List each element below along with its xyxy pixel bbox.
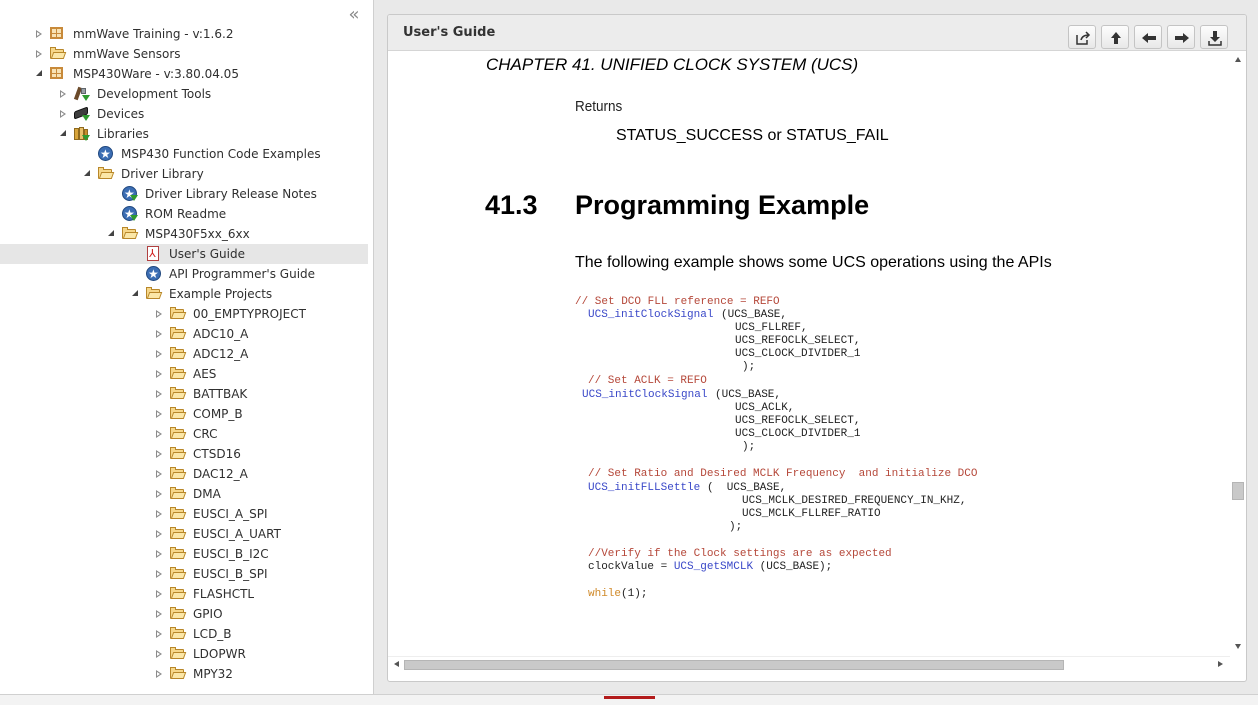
code-assignment: clockValue = [588,561,674,573]
open-external-button[interactable] [1068,25,1096,49]
scroll-right-arrow-icon[interactable] [1218,661,1223,667]
document-viewer-panel [377,0,1258,694]
tree-item-label: EUSCI_A_UART [193,527,281,541]
tree-item[interactable] [0,584,368,604]
vertical-scroll-thumb[interactable] [1232,482,1244,500]
tree-item[interactable] [0,204,368,224]
folder-icon [169,466,186,482]
tree-item-label: CTSD16 [193,447,241,461]
tree-item[interactable] [0,424,368,444]
viewer-title: User's Guide [403,25,496,40]
chapter-heading: CHAPTER 41. UNIFIED CLOCK SYSTEM (UCS) [486,55,859,74]
tree-item[interactable] [0,664,368,684]
collapsed-arrow-icon[interactable] [156,510,162,518]
tree-item-label: FLASHCTL [193,587,255,601]
code-args: (1); [621,588,648,600]
tree-item[interactable] [0,24,368,44]
tree-item[interactable] [0,264,368,284]
folder-icon [169,546,186,562]
tree-item[interactable] [0,444,368,464]
code-line: UCS_FLLREF, [735,322,808,334]
tree-item[interactable] [0,524,368,544]
folder-icon [169,406,186,422]
tree-item-label: Example Projects [169,287,273,301]
collapsed-arrow-icon[interactable] [156,630,162,638]
vertical-scrollbar[interactable] [1230,52,1246,656]
tree-item[interactable] [0,284,368,304]
collapsed-arrow-icon[interactable] [156,470,162,478]
returns-heading: Returns [575,98,623,115]
tree-item-label: Libraries [97,127,149,141]
folder-icon [169,526,186,542]
tree-item-label: 00_EMPTYPROJECT [193,307,306,321]
expanded-arrow-icon[interactable] [60,130,66,136]
document-page [388,52,1230,656]
tree-item[interactable] [0,164,368,184]
code-line: UCS_MCLK_DESIRED_FREQUENCY_IN_KHZ, [742,495,967,507]
folder-icon [169,586,186,602]
tree-item-label: LDOPWR [193,647,246,661]
tree-item[interactable] [0,244,368,264]
up-button[interactable] [1101,25,1129,49]
download-button[interactable] [1200,25,1228,49]
code-keyword: while [588,588,622,600]
tree-item-label: ROM Readme [145,207,227,221]
collapsed-arrow-icon[interactable] [156,430,162,438]
code-line: (UCS_BASE, [715,389,782,401]
viewer-frame [387,14,1247,682]
code-line [588,588,647,601]
resource-tree [0,24,368,684]
tree-item-label: MPY32 [193,667,233,681]
folder-icon [169,666,186,682]
returns-value: STATUS_SUCCESS or STATUS_FAIL [616,127,889,144]
code-line: (UCS_BASE, [721,309,788,321]
scroll-up-arrow-icon[interactable] [1235,57,1241,62]
grid-package-icon [49,26,66,42]
code-function-call: UCS_getSMCLK [673,561,754,573]
code-comment: //Verify if the Clock settings are as expected [588,548,892,560]
code-comment: // Set ACLK = REFO [588,375,707,387]
collapse-panel-button[interactable]: « [348,4,360,25]
tools-icon [73,86,90,102]
code-function-call: UCS_initFLLSettle [588,482,701,494]
external-link-icon [1075,30,1091,46]
forward-button[interactable] [1167,25,1195,49]
tree-item-label: Devices [97,107,145,121]
tree-item[interactable] [0,224,368,244]
collapsed-arrow-icon[interactable] [156,650,162,658]
pdf-icon: ⅄ [145,246,162,262]
scroll-down-arrow-icon[interactable] [1235,644,1241,649]
tree-item-label: EUSCI_A_SPI [193,507,268,521]
tree-item[interactable] [0,404,368,424]
tree-item[interactable] [0,344,368,364]
code-comment: // Set DCO FLL reference = REFO [575,296,780,308]
progress-indicator [604,696,655,699]
tree-item[interactable] [0,604,368,624]
tree-item[interactable] [0,324,368,344]
tree-item[interactable] [0,84,368,104]
collapsed-arrow-icon[interactable] [156,410,162,418]
collapsed-arrow-icon[interactable] [156,390,162,398]
folder-icon [169,446,186,462]
tree-item-label: GPIO [193,607,223,621]
folder-icon [169,366,186,382]
expanded-arrow-icon[interactable] [36,70,42,76]
code-comment: // Set Ratio and Desired MCLK Frequency and initialize DCO [588,468,978,480]
tree-item-label: mmWave Training - v:1.6.2 [73,27,234,41]
collapsed-arrow-icon[interactable] [60,110,66,118]
folder-icon [121,226,138,242]
ti-badge-download-icon [121,186,138,202]
scroll-left-arrow-icon[interactable] [394,661,399,667]
tree-item-label: COMP_B [193,407,243,421]
code-line: UCS_ACLK, [735,402,795,414]
viewer-header [388,15,1246,51]
code-line: ); [729,521,743,533]
tree-item-label: EUSCI_B_I2C [193,547,269,561]
expanded-arrow-icon[interactable] [108,230,114,236]
ti-badge-icon [97,146,114,162]
tree-item-label: MSP430 Function Code Examples [121,147,321,161]
ti-badge-icon [145,266,162,282]
code-line: UCS_REFOCLK_SELECT, [735,415,861,427]
folder-icon [169,306,186,322]
collapsed-arrow-icon[interactable] [156,310,162,318]
tree-item-label: ADC12_A [193,347,249,361]
tree-item[interactable] [0,304,368,324]
tree-item[interactable] [0,384,368,404]
tree-item[interactable] [0,44,368,64]
tree-item-label: API Programmer's Guide [169,267,316,281]
horizontal-scroll-thumb[interactable] [404,660,1064,670]
folder-icon [169,506,186,522]
collapsed-arrow-icon[interactable] [156,590,162,598]
tree-item[interactable] [0,564,368,584]
section-title: Programming Example [575,190,870,220]
collapsed-arrow-icon[interactable] [156,570,162,578]
intro-paragraph: The following example shows some UCS operations using the APIs [575,254,1052,271]
tree-item-label: mmWave Sensors [73,47,181,61]
tree-item[interactable] [0,624,368,644]
expanded-arrow-icon[interactable] [132,290,138,296]
tree-item-label: Driver Library Release Notes [145,187,317,201]
collapsed-arrow-icon[interactable] [156,490,162,498]
status-strip [0,694,1258,705]
tree-item-label: Development Tools [97,87,212,101]
grid-package-icon [49,66,66,82]
tree-item-label: DAC12_A [193,467,248,481]
tree-item[interactable] [0,144,368,164]
tree-item[interactable] [0,504,368,524]
folder-icon [169,566,186,582]
arrow-right-icon [1174,30,1190,46]
folder-icon [169,606,186,622]
tree-item-label: ADC10_A [193,327,249,341]
expanded-arrow-icon[interactable] [84,170,90,176]
collapsed-arrow-icon[interactable] [60,90,66,98]
collapsed-arrow-icon[interactable] [36,50,42,58]
collapsed-arrow-icon[interactable] [156,330,162,338]
collapsed-arrow-icon[interactable] [156,450,162,458]
code-args: (UCS_BASE); [753,561,833,573]
tree-item[interactable] [0,484,368,504]
arrow-up-icon [1108,30,1124,46]
code-line: ); [742,441,756,453]
tree-item-label: Driver Library [121,167,204,181]
tree-item-label: BATTBAK [193,387,248,401]
tree-item[interactable] [0,184,368,204]
folder-icon [145,286,162,302]
code-line: UCS_MCLK_FLLREF_RATIO [742,508,881,520]
code-line: UCS_REFOCLK_SELECT, [735,335,861,347]
folder-icon [169,646,186,662]
tree-item-label: DMA [193,487,221,501]
collapsed-arrow-icon[interactable] [156,530,162,538]
code-line: ); [742,361,756,373]
download-icon [1207,30,1223,46]
tree-item[interactable] [0,364,368,384]
tree-item[interactable] [0,104,368,124]
libraries-icon [73,126,90,142]
collapsed-arrow-icon[interactable] [156,550,162,558]
folder-icon [97,166,114,182]
code-line: UCS_CLOCK_DIVIDER_1 [735,428,861,440]
section-number: 41.3 [485,190,538,220]
tree-item[interactable] [0,544,368,564]
code-line: ( UCS_BASE, [707,482,787,494]
tree-item-label: LCD_B [193,627,232,641]
tree-item-label: EUSCI_B_SPI [193,567,268,581]
collapsed-arrow-icon[interactable] [156,610,162,618]
collapsed-arrow-icon[interactable] [36,30,42,38]
folder-icon [169,426,186,442]
collapsed-arrow-icon[interactable] [156,350,162,358]
folder-icon [169,486,186,502]
tree-item-label: User's Guide [169,247,245,261]
arrow-left-icon [1141,30,1157,46]
back-button[interactable] [1134,25,1162,49]
code-function-call: UCS_initClockSignal [582,389,708,401]
devices-icon [73,106,90,122]
tree-item-label: AES [193,367,217,381]
folder-icon [169,346,186,362]
tree-item-label: MSP430F5xx_6xx [145,227,250,241]
tree-item[interactable] [0,124,368,144]
code-line: UCS_CLOCK_DIVIDER_1 [735,348,861,360]
folder-icon [169,386,186,402]
code-function-call: UCS_initClockSignal [588,309,714,321]
tree-item[interactable] [0,64,368,84]
tree-item-label: CRC [193,427,218,441]
folder-icon [169,326,186,342]
horizontal-scrollbar[interactable] [388,656,1230,672]
tree-item[interactable] [0,644,368,664]
project-explorer-panel [0,0,374,694]
collapsed-arrow-icon[interactable] [156,670,162,678]
tree-item[interactable] [0,464,368,484]
tree-item-label: MSP430Ware - v:3.80.04.05 [73,67,239,81]
folder-icon [49,46,66,62]
collapsed-arrow-icon[interactable] [156,370,162,378]
folder-icon [169,626,186,642]
code-line [588,561,832,574]
ti-badge-download-icon [121,206,138,222]
